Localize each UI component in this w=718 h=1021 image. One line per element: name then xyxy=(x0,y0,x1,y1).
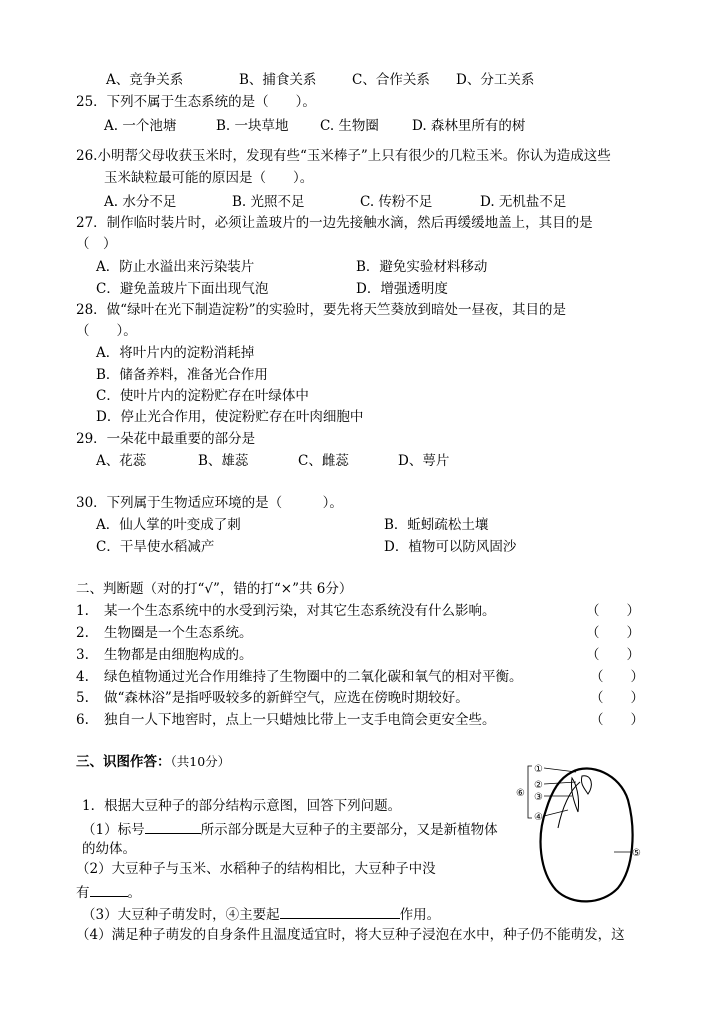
q27-stem-line2: （ ） xyxy=(76,236,117,252)
section3-sub1-line xyxy=(82,819,498,839)
sub3-prefix: （3）大豆种子萌发时，④主要起 xyxy=(82,907,280,923)
q28-stem-line2: （ ）。 xyxy=(76,323,137,339)
q28-option-c: C．使叶片内的淀粉贮存在叶绿体中 xyxy=(96,388,309,404)
judge-item-2-text: 生物圈是一个生态系统。 xyxy=(104,625,253,641)
q29-option-d: D、萼片 xyxy=(398,453,450,469)
q25-option-a: A. 一个池塘 xyxy=(104,118,177,134)
judge-item-5-answer[interactable]: （ ） xyxy=(590,690,644,706)
label-4: ④ xyxy=(534,812,543,823)
radicle-shape xyxy=(571,778,578,812)
q28-option-a: A．将叶片内的淀粉消耗掉 xyxy=(96,345,255,361)
q24-option-b: B、捕食关系 xyxy=(239,72,317,88)
q27-option-d: D．增强透明度 xyxy=(356,281,448,297)
soybean-seed-diagram xyxy=(510,760,650,905)
bracket-6 xyxy=(528,766,532,818)
q24-option-c: C、合作关系 xyxy=(352,72,430,88)
q30-stem: 30．下列属于生物适应环境的是（ ）。 xyxy=(76,495,343,511)
sub1-continuation: 的幼体。 xyxy=(82,841,136,857)
judge-item-3-text: 生物都是由细胞构成的。 xyxy=(104,647,253,663)
q25-option-c: C. 生物圈 xyxy=(320,118,379,134)
label-2: ② xyxy=(534,780,543,791)
label-6: ⑥ xyxy=(516,788,525,799)
judge-item-1-text: 某一个生态系统中的水受到污染，对其它生态系统没有什么影响。 xyxy=(104,603,496,619)
q30-option-a: A．仙人掌的叶变成了刺 xyxy=(96,517,241,533)
label-3: ③ xyxy=(534,792,543,803)
q27-option-a: A．防止水溢出来污染装片 xyxy=(96,259,255,275)
q29-option-a: A、花蕊 xyxy=(96,453,147,469)
judge-item-5-num: 5. xyxy=(76,690,89,706)
q28-stem-line1: 28．做“绿叶在光下制造淀粉”的实验时，要先将天竺葵放到暗处一昼夜，其目的是 xyxy=(76,302,566,318)
q28-option-d: D．停止光合作用，使淀粉贮存在叶肉细胞中 xyxy=(96,409,364,425)
judge-item-4-text: 绿色植物通过光合作用维持了生物圈中的二氧化碳和氧气的相对平衡。 xyxy=(104,669,523,685)
sub1-suffix: 所示部分既是大豆种子的主要部分，又是新植物体 xyxy=(200,822,498,838)
label-5: ⑤ xyxy=(632,848,641,859)
judge-item-1-num: 1. xyxy=(76,603,89,619)
sub2-answer-blank[interactable] xyxy=(90,882,128,897)
sub3-answer-blank[interactable] xyxy=(280,904,400,919)
judge-item-6-answer[interactable]: （ ） xyxy=(590,712,644,728)
q26-option-d: D. 无机盐不足 xyxy=(480,194,567,210)
q29-stem: 29．一朵花中最重要的部分是 xyxy=(76,431,256,447)
q30-option-c: C．干旱使水稻减产 xyxy=(96,539,215,555)
sub1-prefix: （1）标号 xyxy=(82,822,145,838)
q26-stem-line2: 玉米缺粒最可能的原因是（ ）。 xyxy=(104,170,314,186)
sub2-prefix: 有 xyxy=(76,885,90,901)
q25-option-d: D. 森林里所有的树 xyxy=(412,118,526,134)
q25-stem: 25．下列不属于生态系统的是（ ）。 xyxy=(76,94,316,110)
plumule-shape xyxy=(581,776,591,794)
judge-item-5-text: 做“森林浴”是指呼吸较多的新鲜空气，应选在傍晚时期较好。 xyxy=(104,690,469,706)
q26-option-a: A. 水分不足 xyxy=(104,194,177,210)
q29-option-b: B、雄蕊 xyxy=(198,453,249,469)
q27-option-b: B．避免实验材料移动 xyxy=(356,259,488,275)
sub1-answer-blank[interactable] xyxy=(145,819,201,834)
q27-option-c: C．避免盖玻片下面出现气泡 xyxy=(96,281,269,297)
section3-q1-stem: 1．根据大豆种子的部分结构示意图，回答下列问题。 xyxy=(82,798,402,814)
section2-title: 二、判断题（对的打“√”，错的打“×”共 6分） xyxy=(76,581,353,597)
judge-item-6-text: 独自一人下地窖时，点上一只蜡烛比带上一支手电筒会更安全些。 xyxy=(104,712,496,728)
q26-stem-line1: 26.小明帮父母收获玉米时，发现有些“玉米棒子”上只有很少的几粒玉米。你认为造成这些 xyxy=(76,148,611,164)
q25-option-b: B. 一块草地 xyxy=(216,118,289,134)
leader-line-4 xyxy=(544,810,568,816)
seed-coat-outline xyxy=(541,768,633,901)
sub4-line: （4）满足种子萌发的自身条件且温度适宜时，将大豆种子浸泡在水中，种子仍不能萌发，这 xyxy=(76,927,625,943)
q26-option-b: B. 光照不足 xyxy=(232,194,305,210)
section3-title: 三、识图作答： xyxy=(76,754,171,770)
q24-option-a: A、竞争关系 xyxy=(106,72,184,88)
sub2-suffix: 。 xyxy=(127,885,141,901)
judge-item-2-answer[interactable]: （ ） xyxy=(586,625,640,641)
q28-option-b: B．储备养料，准备光合作用 xyxy=(96,367,268,383)
judge-item-4-num: 4. xyxy=(76,669,89,685)
label-1: ① xyxy=(534,764,543,775)
q30-option-d: D．植物可以防风固沙 xyxy=(384,539,517,555)
sub3-suffix: 作用。 xyxy=(399,907,441,923)
leader-line-1 xyxy=(544,768,576,772)
q30-option-b: B．蚯蚓疏松土壤 xyxy=(384,517,489,533)
judge-item-3-num: 3. xyxy=(76,647,89,663)
judge-item-4-answer[interactable]: （ ） xyxy=(590,669,644,685)
judge-item-3-answer[interactable]: （ ） xyxy=(586,647,640,663)
sub2-line: （2）大豆种子与玉米、水稻种子的结构相比，大豆种子中没 xyxy=(76,861,436,877)
q27-stem-line1: 27．制作临时装片时，必须让盖玻片的一边先接触水滴，然后再缓缓地盖上，其目的是 xyxy=(76,215,593,231)
section3-score: （共10分） xyxy=(170,754,231,769)
judge-item-6-num: 6. xyxy=(76,712,89,728)
judge-item-2-num: 2. xyxy=(76,625,89,641)
q24-option-d: D、分工关系 xyxy=(456,72,535,88)
q26-option-c: C. 传粉不足 xyxy=(360,194,433,210)
sub2-line2 xyxy=(76,882,141,902)
judge-item-1-answer[interactable]: （ ） xyxy=(586,603,640,619)
section3-heading xyxy=(76,753,230,771)
sub3-line xyxy=(82,904,440,924)
q29-option-c: C、雌蕊 xyxy=(298,453,349,469)
